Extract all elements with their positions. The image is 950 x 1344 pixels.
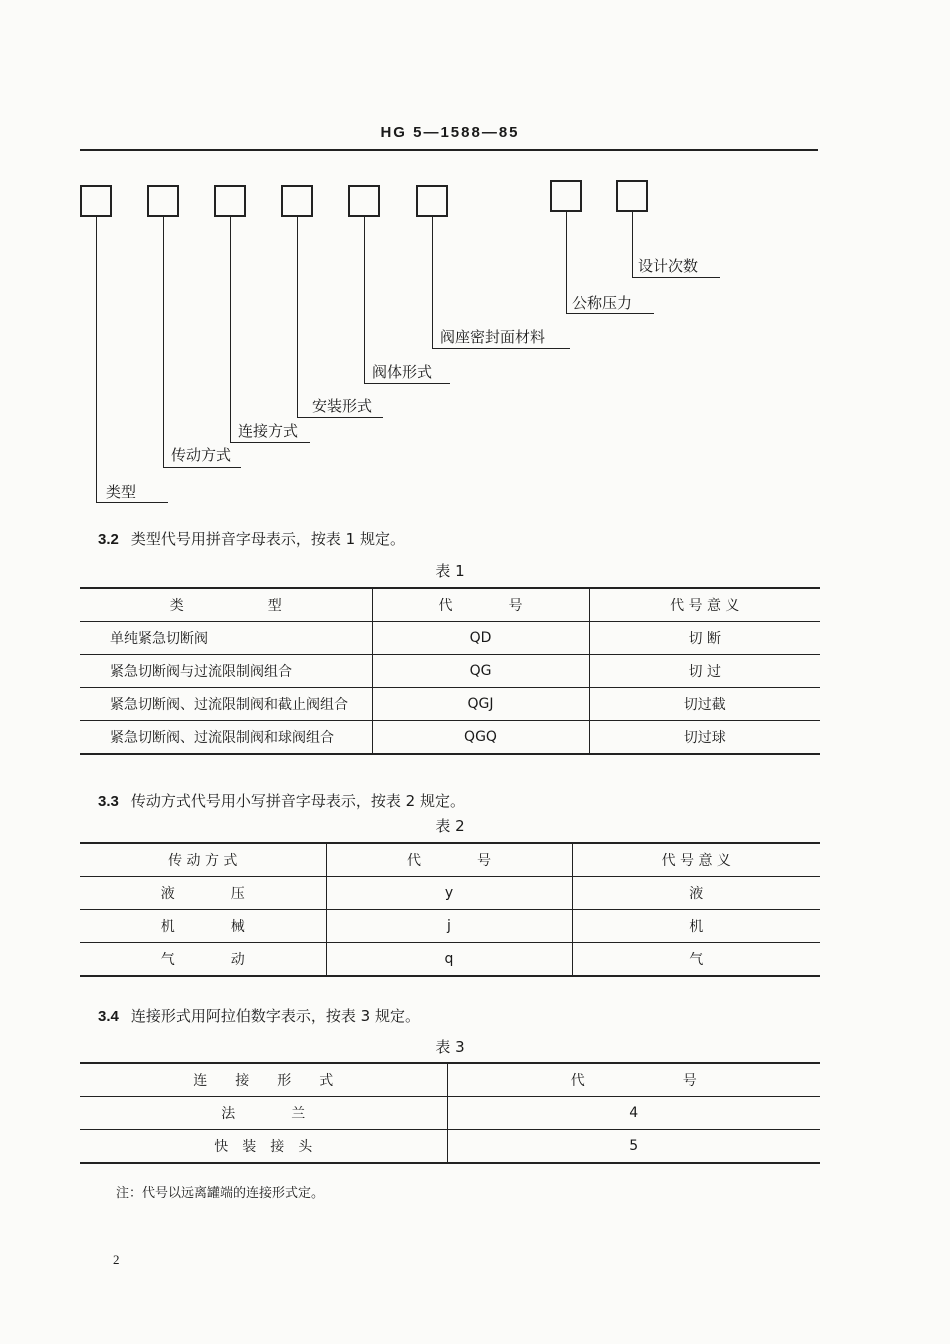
table3-caption: 表 3 — [435, 1038, 465, 1056]
label-transmission: 传动方式 — [171, 446, 232, 464]
section-3-4 — [98, 1005, 420, 1026]
table-cell: 紧急切断阀、过流限制阀和截止阀组合 — [80, 688, 372, 721]
leader-line — [96, 217, 97, 503]
table-cell: 切过球 — [589, 721, 820, 755]
section-text: 连接形式用阿拉伯数字表示，按表 3 规定。 — [130, 1007, 420, 1025]
table-header-cell: 类 型 — [80, 588, 372, 622]
table-header-row — [80, 1063, 820, 1097]
table-header-cell: 代 号 意 义 — [572, 843, 820, 877]
code-box-1 — [80, 185, 112, 217]
label-rule — [566, 313, 654, 314]
table-cell: 切过截 — [589, 688, 820, 721]
table-cell: q — [326, 943, 572, 977]
label-rule — [96, 502, 168, 503]
section-number: 3.2 — [98, 531, 119, 548]
table1-caption: 表 1 — [435, 562, 465, 580]
table-2 — [80, 842, 820, 977]
code-box-4 — [281, 185, 313, 217]
leader-line — [566, 212, 567, 314]
table-cell: 机 械 — [80, 910, 326, 943]
table-cell: QG — [372, 655, 589, 688]
table-header-row — [80, 843, 820, 877]
table-row — [80, 721, 820, 755]
leader-line — [364, 217, 365, 384]
table-cell: y — [326, 877, 572, 910]
label-rule — [432, 348, 570, 349]
table-cell: 4 — [447, 1097, 820, 1130]
table-cell: 机 — [572, 910, 820, 943]
label-body-form: 阀体形式 — [372, 363, 433, 381]
section-3-3 — [98, 790, 465, 811]
table-cell: 液 压 — [80, 877, 326, 910]
code-box-2 — [147, 185, 179, 217]
table-header-cell: 代 号 意 义 — [589, 588, 820, 622]
table-cell: QGJ — [372, 688, 589, 721]
table-row — [80, 943, 820, 977]
table-cell: j — [326, 910, 572, 943]
table-cell: 紧急切断阀、过流限制阀和球阀组合 — [80, 721, 372, 755]
section-number: 3.3 — [98, 793, 119, 810]
table-header-cell: 代 号 — [326, 843, 572, 877]
page-number: 2 — [113, 1252, 120, 1267]
code-box-6 — [416, 185, 448, 217]
leader-line — [230, 217, 231, 443]
table-row — [80, 688, 820, 721]
label-connection: 连接方式 — [238, 422, 299, 440]
table2-caption: 表 2 — [435, 817, 465, 835]
leader-line — [297, 217, 298, 418]
table-3 — [80, 1062, 820, 1164]
code-box-5 — [348, 185, 380, 217]
table-cell: 5 — [447, 1130, 820, 1164]
table-row — [80, 1097, 820, 1130]
table-header-cell: 代 号 — [372, 588, 589, 622]
label-seat-material: 阀座密封面材料 — [440, 328, 546, 346]
section-text: 传动方式代号用小写拼音字母表示，按表 2 规定。 — [130, 792, 465, 810]
table-row — [80, 910, 820, 943]
table-cell: QGQ — [372, 721, 589, 755]
code-box-7 — [550, 180, 582, 212]
table-header-row — [80, 588, 820, 622]
label-rule — [297, 417, 383, 418]
leader-line — [163, 217, 164, 468]
table-header-cell: 代 号 — [447, 1063, 820, 1097]
table-row — [80, 877, 820, 910]
table-cell: 快 装 接 头 — [80, 1130, 447, 1164]
section-text: 类型代号用拼音字母表示，按表 1 规定。 — [130, 530, 405, 548]
table-row — [80, 1130, 820, 1164]
table-header-cell: 连 接 形 式 — [80, 1063, 447, 1097]
table-cell: 气 — [572, 943, 820, 977]
code-box-8 — [616, 180, 648, 212]
label-rule — [163, 467, 241, 468]
table-cell: 切 断 — [589, 622, 820, 655]
table-1 — [80, 587, 820, 755]
label-rule — [632, 277, 720, 278]
table-cell: 液 — [572, 877, 820, 910]
table-note: 注：代号以远离罐端的连接形式定。 — [116, 1186, 325, 1201]
label-rule — [230, 442, 310, 443]
section-number: 3.4 — [98, 1008, 119, 1025]
table-cell: 单纯紧急切断阀 — [80, 622, 372, 655]
label-rule — [364, 383, 450, 384]
leader-line — [632, 212, 633, 278]
section-3-2 — [98, 528, 405, 549]
document-code: HG 5—1588—85 — [380, 124, 520, 141]
table-row — [80, 622, 820, 655]
table-cell: 气 动 — [80, 943, 326, 977]
label-installation: 安装形式 — [312, 397, 373, 415]
table-cell: 法 兰 — [80, 1097, 447, 1130]
label-design-revision: 设计次数 — [638, 257, 699, 275]
leader-line — [432, 217, 433, 349]
table-header-cell: 传 动 方 式 — [80, 843, 326, 877]
label-nominal-pressure: 公称压力 — [572, 294, 633, 312]
label-type: 类型 — [106, 483, 137, 501]
code-box-3 — [214, 185, 246, 217]
table-cell: 切 过 — [589, 655, 820, 688]
table-cell: QD — [372, 622, 589, 655]
table-cell: 紧急切断阀与过流限制阀组合 — [80, 655, 372, 688]
header-rule — [80, 149, 818, 151]
table-row — [80, 655, 820, 688]
